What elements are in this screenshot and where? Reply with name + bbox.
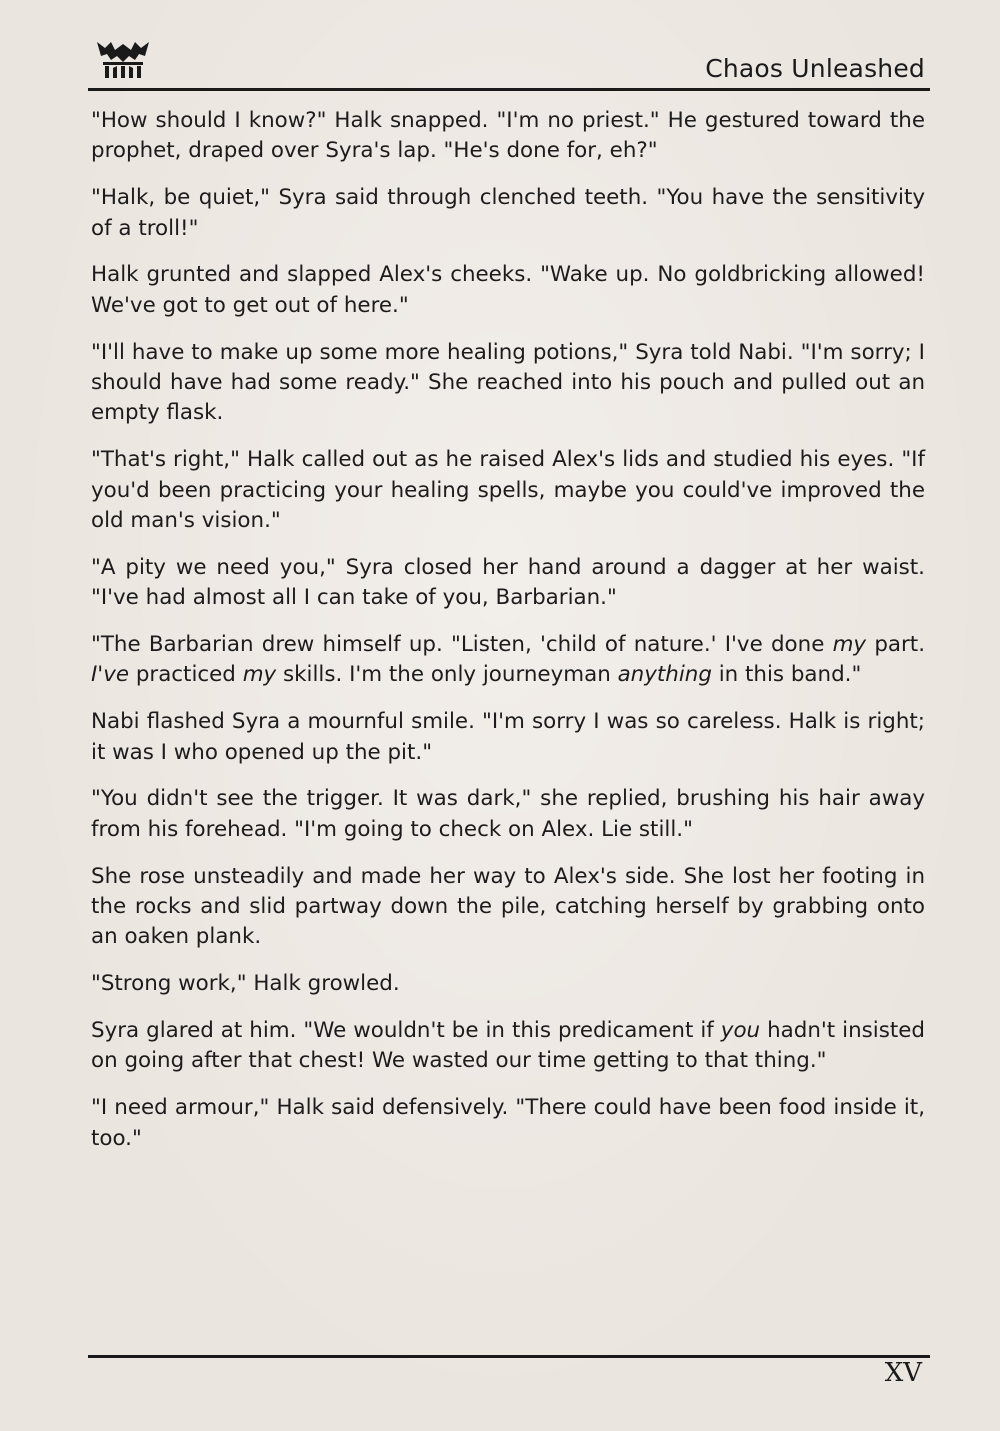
text-run: Halk grunted and slapped Alex's cheeks. "Wake up. No goldbricking allowed! We've got to get out of here." bbox=[91, 262, 925, 318]
text-run: "You didn't see the trigger. It was dark," she replied, brushing his hair away from his forehead. "I'm going to check on Alex. Lie still." bbox=[91, 786, 925, 842]
text-run: "A pity we need you," Syra closed her hand around a dagger at her waist. "I've had almost all I can take of you, Barbarian." bbox=[91, 554, 925, 611]
story-text bbox=[91, 106, 925, 1170]
paragraph bbox=[91, 630, 925, 691]
text-run: Syra glared at him. "We wouldn't be in this predicament if bbox=[91, 1018, 721, 1044]
text-run: "How should I know?" Halk snapped. "I'm no priest." He gestured toward the prophet, draped over Syra's lap. "He's done for, eh?" bbox=[91, 108, 925, 164]
page-number: XV bbox=[884, 1358, 922, 1388]
text-run: She rose unsteadily and made her way to Alex's side. She lost her footing in the rocks and slid partway down the pile, catching herself by grabbing onto an oaken plank. bbox=[91, 863, 925, 950]
text-run: in this band." bbox=[711, 662, 862, 688]
text-run: "I need armour," Halk said defensively. "There could have been food inside it, too." bbox=[91, 1095, 925, 1151]
paragraph bbox=[91, 1093, 925, 1154]
text-run: "Strong work," Halk growled. bbox=[91, 971, 400, 997]
paragraph bbox=[91, 260, 925, 321]
text-run: practiced bbox=[129, 662, 243, 688]
paragraph bbox=[91, 784, 925, 845]
castle-emblem-icon bbox=[95, 40, 151, 80]
paragraph bbox=[91, 106, 925, 167]
italic-text: I've bbox=[91, 662, 130, 688]
paragraph bbox=[91, 183, 925, 244]
paragraph bbox=[91, 1016, 925, 1077]
italic-text: my bbox=[832, 632, 867, 658]
text-run: hadn't insisted on going after that chest! We wasted our time getting to that thing." bbox=[91, 1018, 925, 1074]
paragraph bbox=[91, 969, 925, 999]
italic-text: anything bbox=[617, 662, 712, 688]
text-run: part. bbox=[866, 632, 925, 658]
header-rule bbox=[88, 88, 930, 91]
italic-text: my bbox=[242, 662, 277, 688]
paragraph bbox=[91, 445, 925, 536]
italic-text: you bbox=[720, 1018, 761, 1044]
text-run: "That's right," Halk called out as he raised Alex's lids and studied his eyes. "If you'd been practicing your healing spells, maybe you could've improved the old man's vision." bbox=[91, 447, 925, 534]
paragraph bbox=[91, 553, 925, 614]
paragraph bbox=[91, 862, 925, 953]
running-title: Chaos Unleashed bbox=[705, 54, 925, 83]
text-run: "I'll have to make up some more healing potions," Syra told Nabi. "I'm sorry; I should have had some ready." She reached into his pouch and pulled out an empty flask. bbox=[91, 339, 925, 426]
text-run: "Halk, be quiet," Syra said through clenched teeth. "You have the sensitivity of a troll!" bbox=[91, 185, 925, 241]
paragraph bbox=[91, 707, 925, 768]
text-run: Nabi flashed Syra a mournful smile. "I'm sorry I was so careless. Halk is right; it was I who opened up the pit." bbox=[91, 709, 925, 765]
footer-rule bbox=[88, 1355, 930, 1358]
paragraph bbox=[91, 338, 925, 429]
text-run: skills. I'm the only journeyman bbox=[276, 662, 618, 688]
text-run: "The Barbarian drew himself up. "Listen, 'child of nature.' I've done bbox=[91, 632, 833, 658]
